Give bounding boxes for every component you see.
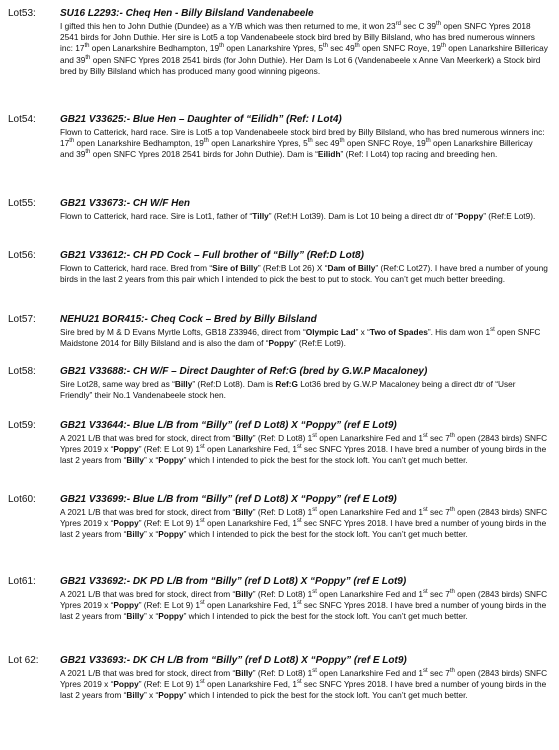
ordinal-suffix: st	[312, 668, 317, 675]
bold-text: Poppy	[113, 679, 139, 690]
lot-heading	[8, 366, 548, 379]
lot-number: Lot59:	[8, 420, 36, 431]
ordinal-suffix: st	[296, 600, 302, 607]
ordinal-suffix: th	[449, 433, 455, 440]
ordinal-suffix: rd	[395, 21, 401, 28]
lot-entry	[8, 366, 548, 401]
bold-text: Eilidh	[317, 149, 341, 160]
lot-heading	[8, 420, 548, 433]
lot-entry	[8, 576, 548, 623]
lot-title: GB21 V33673:- CH W/F Hen	[60, 198, 191, 209]
lot-entry	[8, 494, 548, 541]
ordinal-suffix: st	[490, 327, 495, 334]
bold-text: Poppy	[113, 518, 139, 529]
lot-number: Lot 62:	[8, 655, 39, 666]
bold-text: Poppy	[268, 338, 294, 349]
bold-text: Billy	[235, 507, 253, 517]
bold-text: Poppy	[457, 211, 484, 221]
ordinal-suffix: th	[85, 149, 91, 156]
ordinal-suffix: th	[203, 138, 209, 145]
ordinal-suffix: th	[436, 21, 442, 28]
bold-text: Billy	[126, 611, 144, 622]
lot-heading	[8, 8, 548, 21]
lot-title: GB21 V33693:- DK CH L/B from “Billy” (ref D Lot8) X “Poppy” (ref E Lot9)	[60, 655, 407, 666]
lot-heading	[8, 114, 548, 127]
bold-text: Billy	[126, 455, 144, 466]
lot-entry	[8, 250, 548, 285]
lot-number: Lot54:	[8, 114, 36, 125]
bold-text: Poppy	[113, 600, 139, 611]
ordinal-suffix: st	[423, 668, 428, 675]
bold-text: Poppy	[158, 611, 184, 622]
ordinal-suffix: st	[200, 679, 205, 686]
lot-entry	[8, 8, 548, 77]
ordinal-suffix: st	[423, 507, 428, 514]
bold-text: Billy	[126, 690, 144, 701]
lot-title: GB21 V33625:- Blue Hen – Daughter of “Eilidh” (Ref: I Lot4)	[60, 114, 342, 125]
ordinal-suffix: th	[219, 43, 225, 50]
lot-description: A 2021 L/B that was bred for stock, direct from “Billy” (Ref: D Lot8) 1st open Lanarkshire Fed and 1st sec 7th open (2843 birds) SNFC Ypres 2019 x “Poppy” (Ref: E Lot 9) 1st open Lanarkshire Fed, 1st sec SNFC Ypres 2018. I have bred a number of young birds in the last 2 years from “Billy” x “Poppy” which I intended to pick the best for the stock loft. You can’t get much better.	[60, 507, 548, 540]
bold-text: Billy	[235, 589, 253, 599]
ordinal-suffix: th	[440, 43, 446, 50]
ordinal-suffix: th	[307, 138, 313, 145]
bold-text: Billy	[235, 668, 253, 678]
bold-text: Two of Spades	[369, 327, 428, 337]
lot-entry	[8, 655, 548, 702]
ordinal-suffix: th	[425, 138, 431, 145]
lot-title: GB21 V33699:- Blue L/B from “Billy” (ref D Lot8) X “Poppy” (ref E Lot9)	[60, 494, 397, 505]
ordinal-suffix: st	[296, 518, 302, 525]
bold-text: Ref:G	[275, 379, 298, 389]
ordinal-suffix: th	[85, 54, 91, 61]
lot-heading	[8, 494, 548, 507]
lot-description: Flown to Catterick, hard race. Sire is Lot1, father of “Tilly” (Ref:H Lot39). Dam is Lot 10 being a direct dtr of “Poppy” (Ref:E Lot9).	[60, 211, 536, 221]
lot-title: GB21 V33612:- CH PD Cock – Full brother of “Billy” (Ref:D Lot8)	[60, 250, 364, 261]
ordinal-suffix: th	[84, 43, 90, 50]
lot-description: A 2021 L/B that was bred for stock, direct from “Billy” (Ref: D Lot8) 1st open Lanarkshire Fed and 1st sec 7th open (2843 birds) SNFC Ypres 2019 x “Poppy” (Ref: E Lot 9) 1st open Lanarkshire Fed, 1st sec SNFC Ypres 2018. I have bred a number of young birds in the last 2 years from “Billy” x “Poppy” which I intended to pick the best for the stock loft. You can’t get much better.	[60, 589, 548, 622]
lot-heading	[8, 198, 548, 211]
ordinal-suffix: st	[423, 433, 428, 440]
bold-text: Billy	[174, 379, 193, 389]
lot-entry	[8, 114, 548, 161]
ordinal-suffix: st	[200, 518, 205, 525]
ordinal-suffix: st	[312, 507, 317, 514]
lot-number: Lot61:	[8, 576, 36, 587]
ordinal-suffix: th	[449, 668, 455, 675]
lot-description: Sire bred by M & D Evans Myrtle Lofts, GB18 Z33946, direct from “Olympic Lad” x “Two of Spades”. His dam won 1st open SNFC Maidstone 2014 for Billy Bilsland and is also the dam of “Poppy” (Ref:E Lot9).	[60, 327, 541, 349]
bold-text: Tilly	[252, 211, 269, 221]
lot-heading	[8, 655, 548, 668]
lot-title: GB21 V33688:- CH W/F – Direct Daughter of Ref:G (bred by G.W.P Macaloney)	[60, 366, 428, 377]
lot-heading	[8, 576, 548, 589]
bold-text: Olympic Lad	[305, 327, 356, 337]
lot-description: Sire Lot28, same way bred as “Billy” (Ref:D Lot8). Dam is Ref:G Lot36 bred by G.W.P Macaloney being a direct dtr of “User Friendly” their No.1 Vandenabeele stock hen.	[60, 379, 516, 401]
bold-text: Sire of Billy	[212, 263, 258, 273]
lot-title: NEHU21 BOR415:- Cheq Cock – Bred by Billy Bilsland	[60, 314, 317, 325]
lot-title: SU16 L2293:- Cheq Hen - Billy Bilsland Vandenabeele	[60, 8, 314, 19]
bold-text: Poppy	[158, 529, 184, 540]
lot-description: Flown to Catterick, hard race. Bred from “Sire of Billy” (Ref:B Lot 26) X “Dam of Billy” (Ref:C Lot27). I have bred a number of young birds in the last 2 years from this pair which I intended to pick the best to put to stock. You can’t get much better breeding.	[60, 263, 548, 285]
bold-text: Billy	[235, 433, 253, 443]
bold-text: Billy	[126, 529, 144, 540]
lot-number: Lot55:	[8, 198, 36, 209]
bold-text: Poppy	[158, 455, 184, 466]
ordinal-suffix: th	[322, 43, 328, 50]
ordinal-suffix: st	[296, 679, 302, 686]
lot-entry	[8, 198, 548, 222]
lot-number: Lot58:	[8, 366, 36, 377]
lot-title: GB21 V33692:- DK PD L/B from “Billy” (ref D Lot8) X “Poppy” (ref E Lot9)	[60, 576, 407, 587]
lot-number: Lot60:	[8, 494, 36, 505]
ordinal-suffix: st	[312, 589, 317, 596]
lot-entry	[8, 420, 548, 467]
lot-description: Flown to Catterick, hard race. Sire is Lot5 a top Vandenabeele stock bird bred by Billy Bilsland, who has bred numerous winners inc: 17th open Lanarkshire Bedhampton, 19th open Lanarkshire Ypres, 5th sec 49th open SNFC Roye, 19th open Lanarkshire Billericay and 39th open SNFC Ypres 2018 2541 birds for John Duthie). Dam is “Eilidh” (Ref: I Lot4) top racing and breeding hen.	[60, 127, 545, 160]
bold-text: Dam of Billy	[327, 263, 376, 273]
ordinal-suffix: th	[339, 138, 345, 145]
lot-description: A 2021 L/B that was bred for stock, direct from “Billy” (Ref: D Lot8) 1st open Lanarkshire Fed and 1st sec 7th open (2843 birds) SNFC Ypres 2019 x “Poppy” (Ref: E Lot 9) 1st open Lanarkshire Fed, 1st sec SNFC Ypres 2018. I have bred a number of young birds in the last 2 years from “Billy” x “Poppy” which I intended to pick the best for the stock loft. You can’t get much better.	[60, 668, 548, 701]
lot-number: Lot56:	[8, 250, 36, 261]
ordinal-suffix: st	[312, 433, 317, 440]
ordinal-suffix: st	[200, 600, 205, 607]
lot-description: A 2021 L/B that was bred for stock, direct from “Billy” (Ref: D Lot8) 1st open Lanarkshire Fed and 1st sec 7th open (2843 birds) SNFC Ypres 2019 x “Poppy” (Ref: E Lot 9) 1st open Lanarkshire Fed, 1st sec SNFC Ypres 2018. I have bred a number of young birds in the last 2 years from “Billy” x “Poppy” which I intended to pick the best for the stock loft. You can’t get much better.	[60, 433, 548, 466]
lot-number: Lot57:	[8, 314, 36, 325]
ordinal-suffix: st	[423, 589, 428, 596]
ordinal-suffix: th	[449, 507, 455, 514]
lot-number: Lot53:	[8, 8, 36, 19]
lot-title: GB21 V33644:- Blue L/B from “Billy” (ref D Lot8) X “Poppy” (ref E Lot9)	[60, 420, 397, 431]
ordinal-suffix: th	[354, 43, 360, 50]
lot-heading	[8, 250, 548, 263]
ordinal-suffix: th	[449, 589, 455, 596]
lot-description: I gifted this hen to John Duthie (Dundee) as a Y/B which was then returned to me, it won 23rd sec C 39th open SNFC Ypres 2018 2541 birds for John Duthie. Her sire is Lot5 a top Vandenabeele stock bird bred by Billy Bilsland, who has bred numerous winners inc: 17th open Lanarkshire Bedhampton, 19th open Lanarkshire Ypres, 5th sec 49th open SNFC Roye, 19th open Lanarkshire Billericay and 39th open SNFC Ypres 2018 2541 birds (for John Duthie). Her Dam Is Lot 6 (Vandenabeele x Anne Van Meerkerk) a Stock bird bred by Billy Bilsland which has produced many good winning pigeons.	[60, 21, 548, 76]
ordinal-suffix: st	[200, 444, 205, 451]
bold-text: Poppy	[113, 444, 139, 455]
lot-heading	[8, 314, 548, 327]
ordinal-suffix: th	[69, 138, 75, 145]
lot-entry	[8, 314, 548, 349]
ordinal-suffix: st	[296, 444, 302, 451]
bold-text: Poppy	[158, 690, 184, 701]
